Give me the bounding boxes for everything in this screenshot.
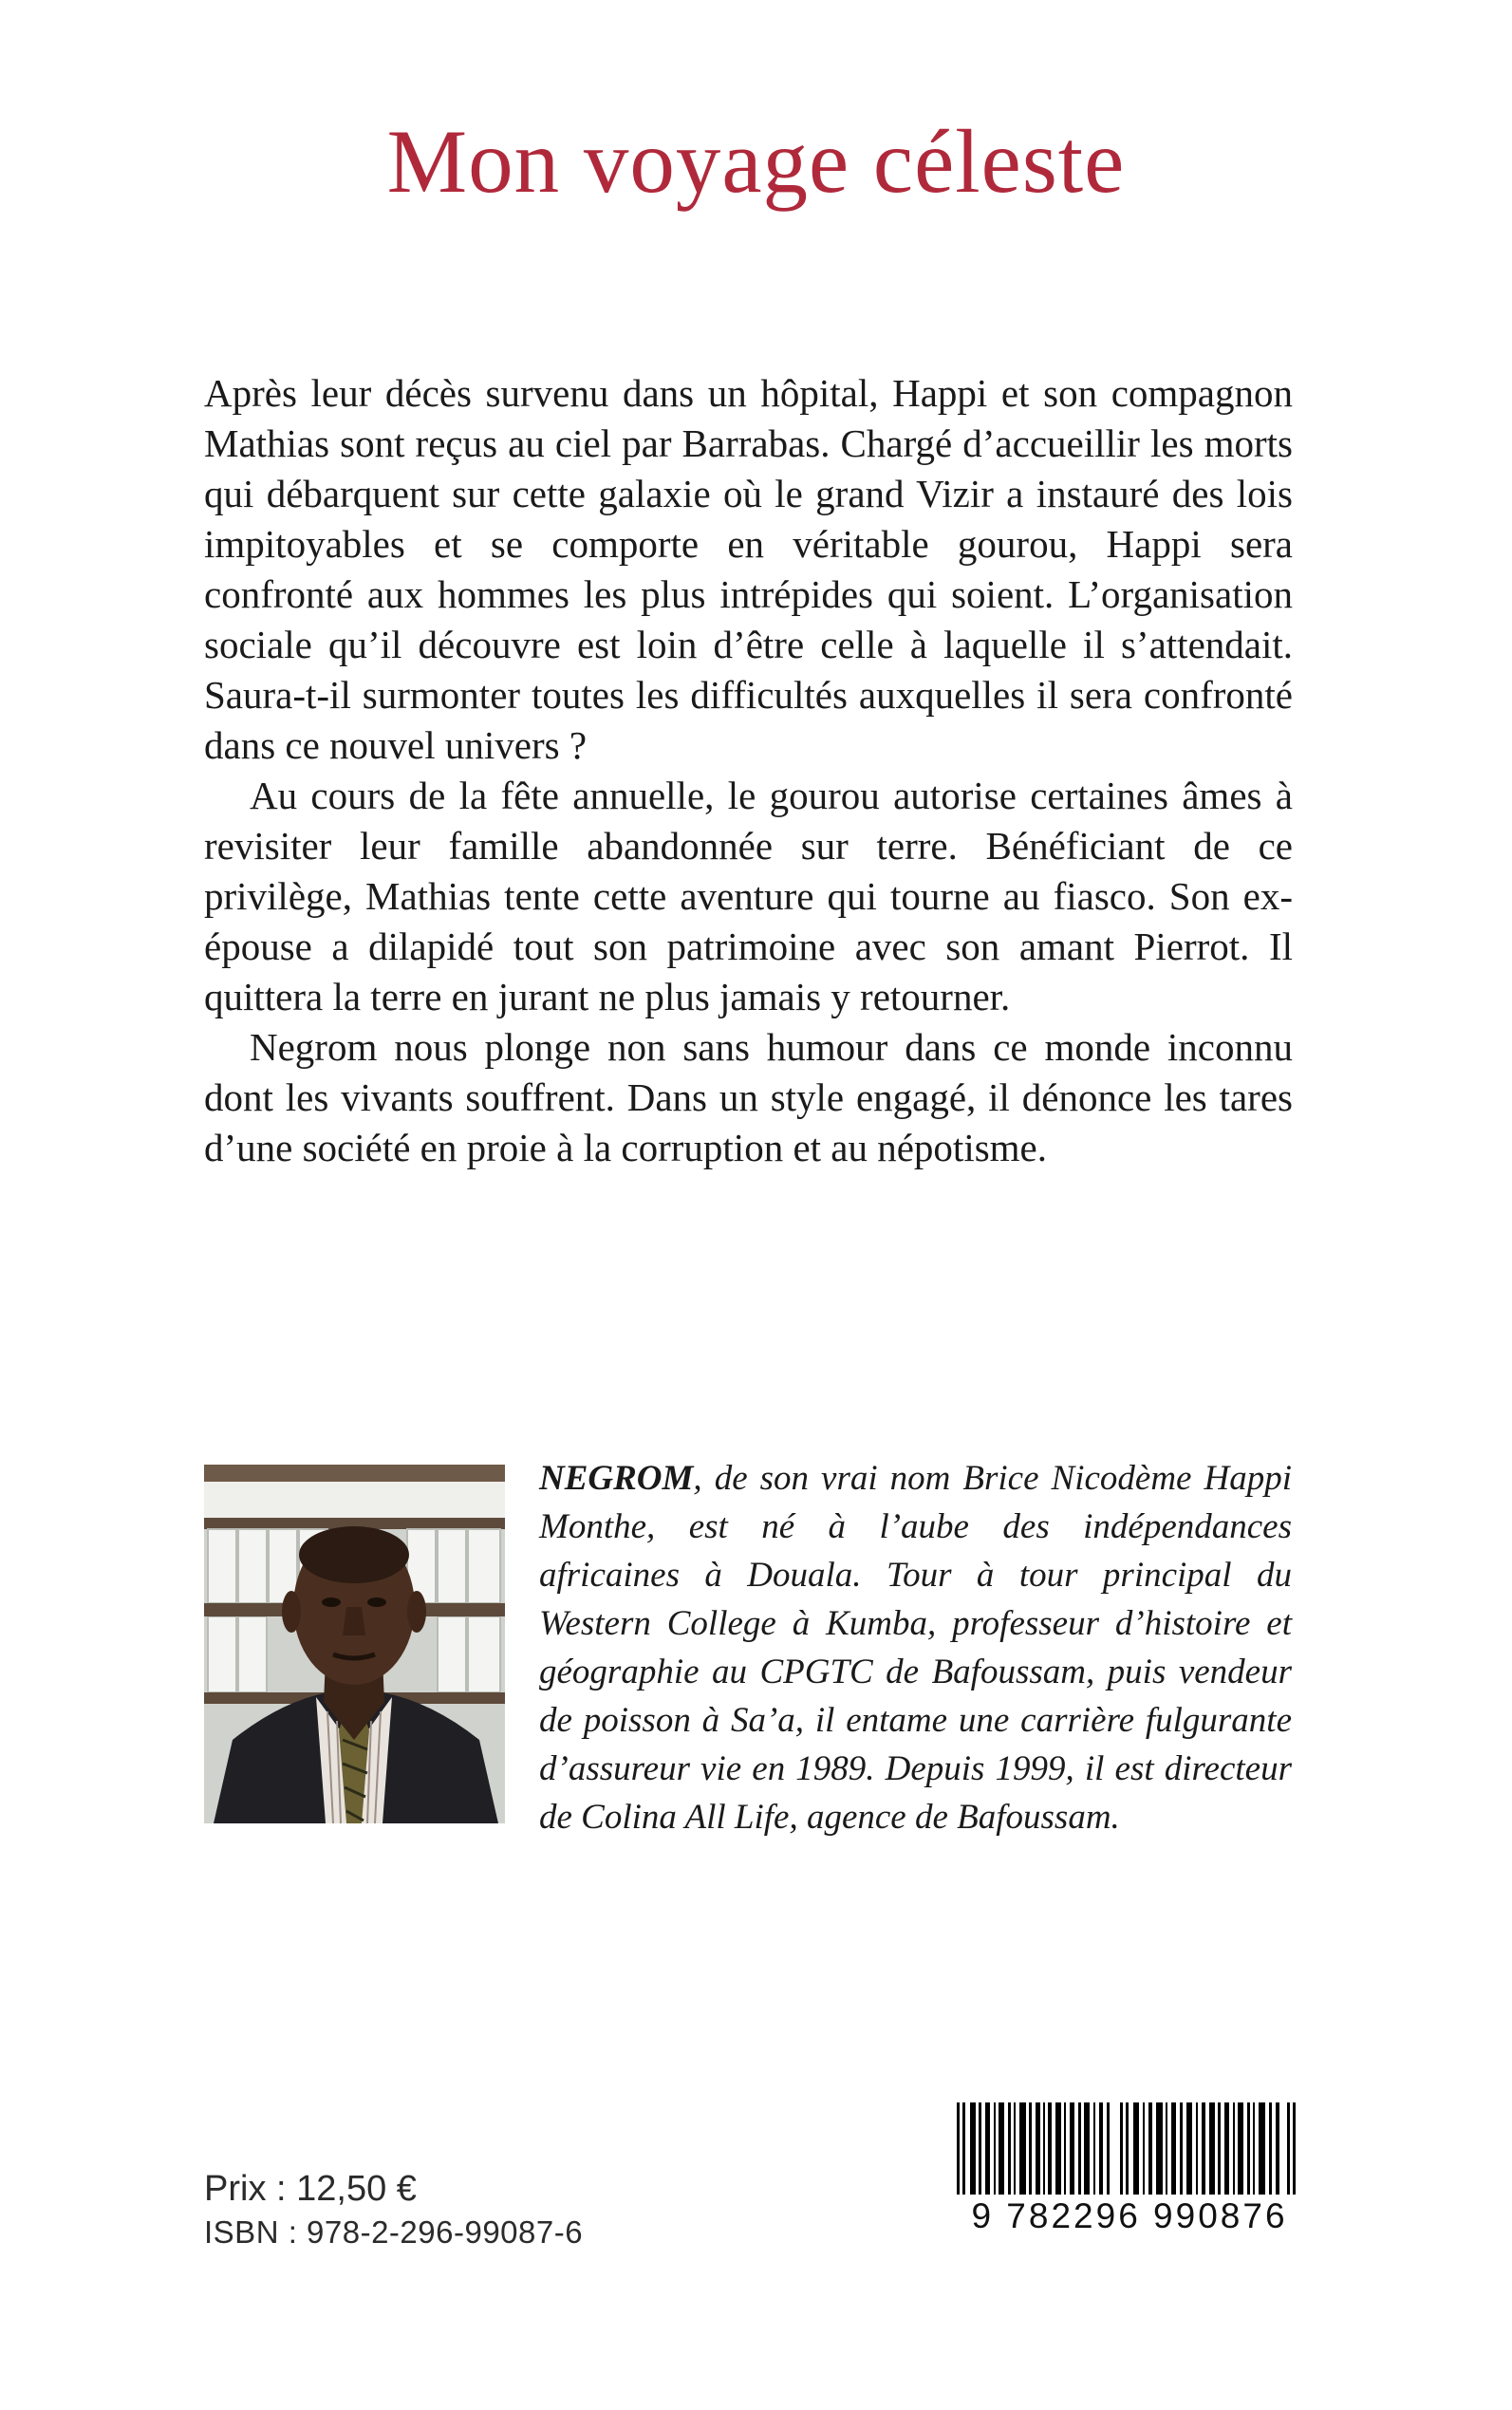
author-bio [539, 1454, 1292, 1841]
barcode [949, 2102, 1310, 2283]
back-cover-summary [204, 368, 1293, 1173]
summary-paragraph-1: Après leur décès survenu dans un hôpital, Happi et son compagnon Mathias sont reçus au ciel par Barrabas. Chargé d’accueillir les morts qui débarquent sur cette galaxie où le grand Vizir a instauré des lois impitoyables et se comporte en véritable gourou, Happi sera confronté aux hommes les plus intrépides qui soient. L’organisation sociale qu’il découvre est loin d’être celle à laquelle il s’attendait. Saura-t-il surmonter toutes les difficultés auxquelles il sera confronté dans ce nouvel univers ? [204, 371, 1293, 767]
price-label: Prix : 12,50 € [204, 2169, 417, 2209]
barcode-digits: 9 782296 990876 [953, 2195, 1306, 2236]
barcode-icon [949, 2102, 1310, 2283]
isbn-label: ISBN : 978-2-296-99087-6 [204, 2214, 584, 2250]
summary-paragraph-2: Au cours de la fête annuelle, le gourou autorise certaines âmes à revisiter leur famille abandonnée sur terre. Bénéficiant de ce privilège, Mathias tente cette aventure qui tourne au fiasco. Son ex-épouse a dilapidé tout son patrimoine avec son amant Pierrot. Il quittera la terre en jurant ne plus jamais y retourner. [204, 774, 1293, 1018]
author-name: NEGROM [539, 1459, 694, 1498]
author-bio-text: , de son vrai nom Brice Nicodème Happi Monthe, est né à l’aube des indépendances africaines à Douala. Tour à tour principal du Western College à Kumba, professeur d’histoire et géographie au CPGTC de Bafoussam, puis vendeur de poisson à Sa’a, il entame une carrière fulgurante d’assureur vie en 1989. Depuis 1999, il est directeur de Colina All Life, agence de Bafoussam. [539, 1459, 1292, 1837]
author-photo [204, 1465, 505, 1823]
book-title: Mon voyage céleste [386, 111, 1126, 212]
author-portrait-icon [204, 1465, 505, 1823]
summary-paragraph-3: Negrom nous plonge non sans humour dans ce monde inconnu dont les vivants souffrent. Dans un style engagé, il dénonce les tares d’une société en proie à la corruption et au népotisme. [204, 1025, 1293, 1169]
